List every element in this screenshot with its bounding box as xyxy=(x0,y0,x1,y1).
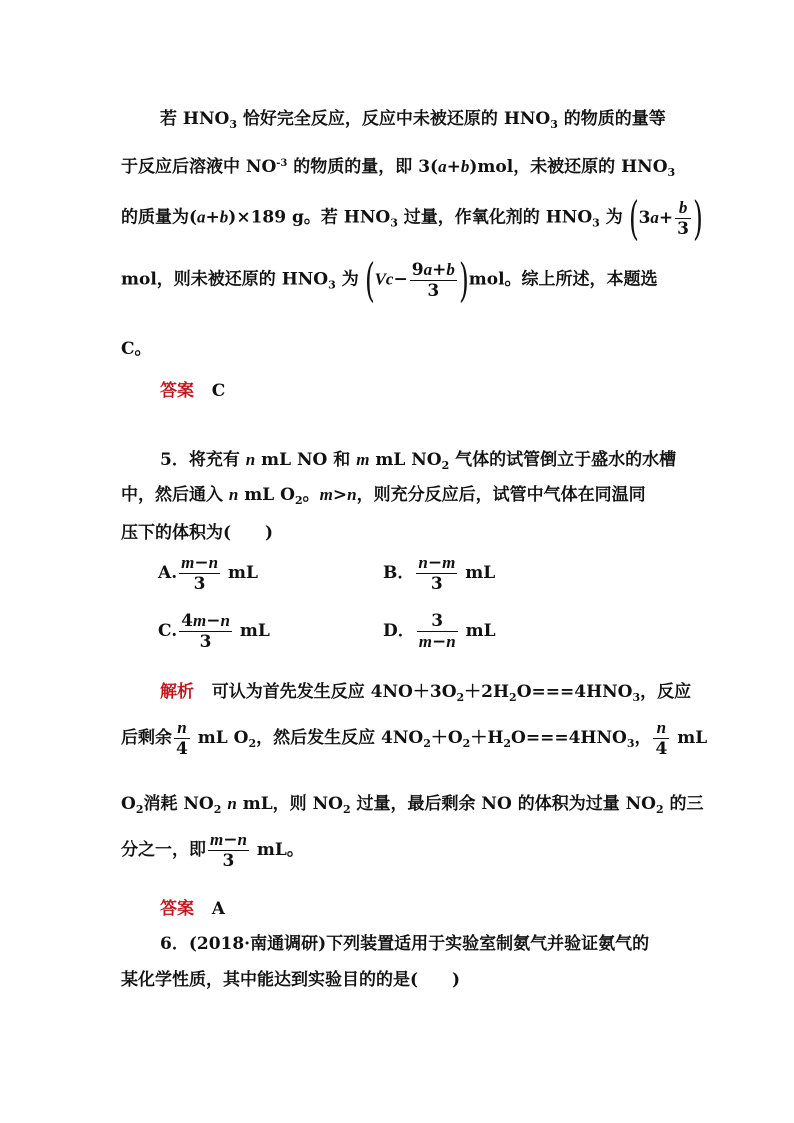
right-paren: ) xyxy=(693,191,703,245)
fraction: $\frac{4m-n}{3}$ xyxy=(181,611,230,652)
question-line: 压下的体积为( ) xyxy=(121,523,274,543)
answer-label: 答案 xyxy=(160,899,194,919)
answer-line xyxy=(160,376,225,401)
fraction: $\frac{n}{4}$ xyxy=(655,718,668,759)
text-line: 于反应后溶液中 $NO^{-3}$ 的物质的量，即 3(a+b)mol，未被还原的 $HNO_3$ xyxy=(121,157,676,179)
right-paren: ) xyxy=(458,253,469,307)
fraction: $\frac{m-n}{3}$ xyxy=(181,553,219,594)
question-line: 5．将充有 n mL NO 和 m mL $NO_2$ 气体的试管倒立于盛水的水槽 xyxy=(160,450,677,472)
option-c[interactable]: C. $\frac{4m-n}{3}$ mL xyxy=(158,611,270,652)
math-expression: 3a+ xyxy=(638,207,674,228)
fraction: $\frac{n-m}{3}$ xyxy=(418,553,456,594)
answer-label: 答案 xyxy=(160,381,194,401)
analysis-line: $O_2$消耗 $NO_2$ n mL，则 $NO_2$ 过量，最后剩余 NO 的体积为过量 $NO_2$ 的三 xyxy=(121,794,704,816)
fraction: $\frac{n}{4}$ xyxy=(176,718,188,759)
fraction: $\frac{m-n}{3}$ xyxy=(210,830,247,871)
answer-line xyxy=(160,894,225,919)
option-d[interactable]: D． $\frac{3}{m-n}$ mL xyxy=(383,611,496,652)
analysis-label: 解析 xyxy=(160,682,194,702)
text-line: 若 $HNO_3$ 恰好完全反应，反应中未被还原的 $HNO_3$ 的物质的量等 xyxy=(160,109,666,131)
fraction: $\frac{9a+b}{3}$ xyxy=(411,259,455,301)
fraction: $\frac{b}{3}$ xyxy=(677,197,690,239)
left-paren: ( xyxy=(364,253,375,307)
question-line: 某化学性质，其中能达到实验目的的是( ) xyxy=(121,970,461,990)
option-b[interactable]: B． $\frac{n-m}{3}$ mL xyxy=(383,553,496,594)
text-line: C。 xyxy=(121,339,152,359)
answer-value: A xyxy=(211,899,225,919)
fraction: $\frac{3}{m-n}$ xyxy=(418,611,456,652)
analysis-line: 解析 可认为首先发生反应 $4NO+3O_2+2H_2O===4HNO_3$，反应 xyxy=(160,682,692,704)
answer-value: C xyxy=(211,381,226,401)
analysis-line: 分之一，即 $\frac{m-n}{3}$ mL。 xyxy=(121,830,304,871)
text-line: 的质量为(a+b)×189 g。若 $HNO_3$ 过量，作氧化剂的 $HNO_3$ 为 (3a+ $\frac{b}{3}$ ) xyxy=(121,191,703,245)
question-line: 中，然后通入 n mL $O_2$。m>n，则充分反应后，试管中气体在同温同 xyxy=(121,485,646,507)
option-a[interactable]: A. $\frac{m-n}{3}$ mL xyxy=(158,553,258,594)
question-line: 6．(2018·南通调研)下列装置适用于实验室制氨气并验证氨气的 xyxy=(160,934,650,954)
analysis-line: 后剩余 $\frac{n}{4}$ mL $O_2$，然后发生反应 $4NO_2+O_2+H_2O===4HNO_3$， $\frac{n}{4}$ mL xyxy=(121,718,708,759)
left-paren: ( xyxy=(628,191,639,245)
text-line: mol，则未被还原的 $HNO_3$ 为 (Vc− $\frac{9a+b}{3}$ )mol。综上所述，本题选 xyxy=(121,253,658,307)
